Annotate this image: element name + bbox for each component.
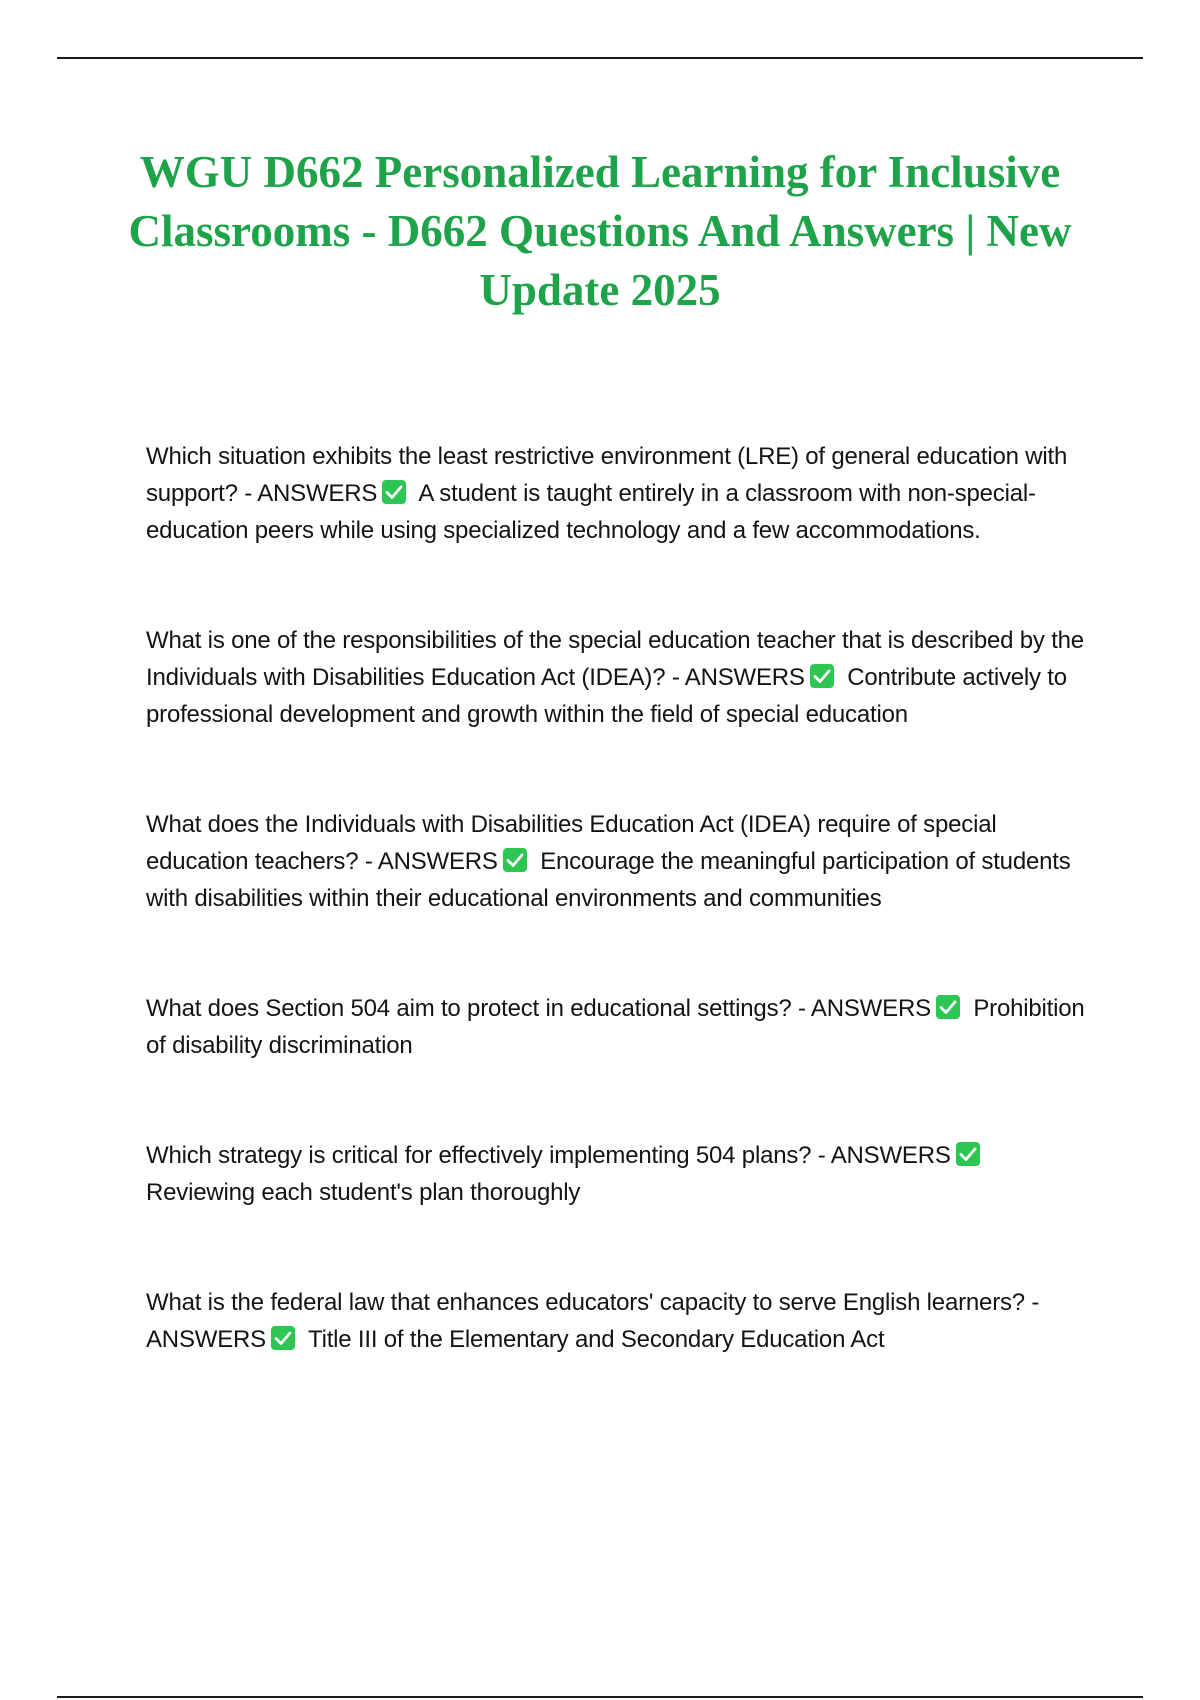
answer-text: A student is taught entirely in a classroom with non-special-education peers while using specialized technology and a few accommodations.: [146, 480, 1036, 544]
question-text: What is the federal law that enhances educators' capacity to serve English learners?: [146, 1289, 1025, 1316]
qa-list: [146, 438, 1086, 1358]
green-checkmark-icon: [935, 994, 961, 1020]
document-title: WGU D662 Personalized Learning for Inclusive Classrooms - D662 Questions And Answers | New Update 2025: [128, 147, 1072, 315]
question-text: What is one of the responsibilities of the special education teacher that is described by the Individuals with Disabilities Education Act (IDEA)?: [146, 627, 1084, 691]
green-checkmark-icon: [502, 847, 528, 873]
green-checkmark-icon: [381, 479, 407, 505]
answer-marker: - ANSWERS: [364, 848, 498, 875]
answer-text: Contribute actively to professional development and growth within the field of special education: [146, 664, 1067, 728]
green-checkmark-icon: [809, 663, 835, 689]
answer-text: Title III of the Elementary and Secondary Education Act: [308, 1326, 885, 1353]
qa-item: [146, 806, 1086, 917]
top-rule: [57, 57, 1143, 59]
qa-item: [146, 1284, 1086, 1358]
qa-item: [146, 438, 1086, 549]
answer-marker: - ANSWERS: [244, 480, 378, 507]
answer-marker: - ANSWERS: [146, 1289, 1040, 1353]
answer-marker: - ANSWERS: [671, 664, 805, 691]
answer-text: Reviewing each student's plan thoroughly: [146, 1179, 581, 1206]
qa-item: [146, 622, 1086, 733]
question-text: What does the Individuals with Disabilities Education Act (IDEA) require of special education teachers?: [146, 811, 997, 875]
qa-item: [146, 990, 1086, 1064]
answer-marker: - ANSWERS: [798, 995, 931, 1022]
qa-item: [146, 1137, 1086, 1211]
green-checkmark-icon: [270, 1325, 296, 1351]
question-text: Which strategy is critical for effectively implementing 504 plans?: [146, 1142, 812, 1169]
green-checkmark-icon: [955, 1141, 981, 1167]
answer-text: Prohibition of disability discrimination: [146, 995, 1085, 1059]
question-text: What does Section 504 aim to protect in educational settings?: [146, 995, 792, 1022]
question-text: Which situation exhibits the least restrictive environment (LRE) of general education with support?: [146, 443, 1068, 507]
answer-marker: - ANSWERS: [817, 1142, 951, 1169]
bottom-rule: [57, 1696, 1143, 1698]
answer-text: Encourage the meaningful participation of students with disabilities within their educational environments and communities: [146, 848, 1071, 912]
